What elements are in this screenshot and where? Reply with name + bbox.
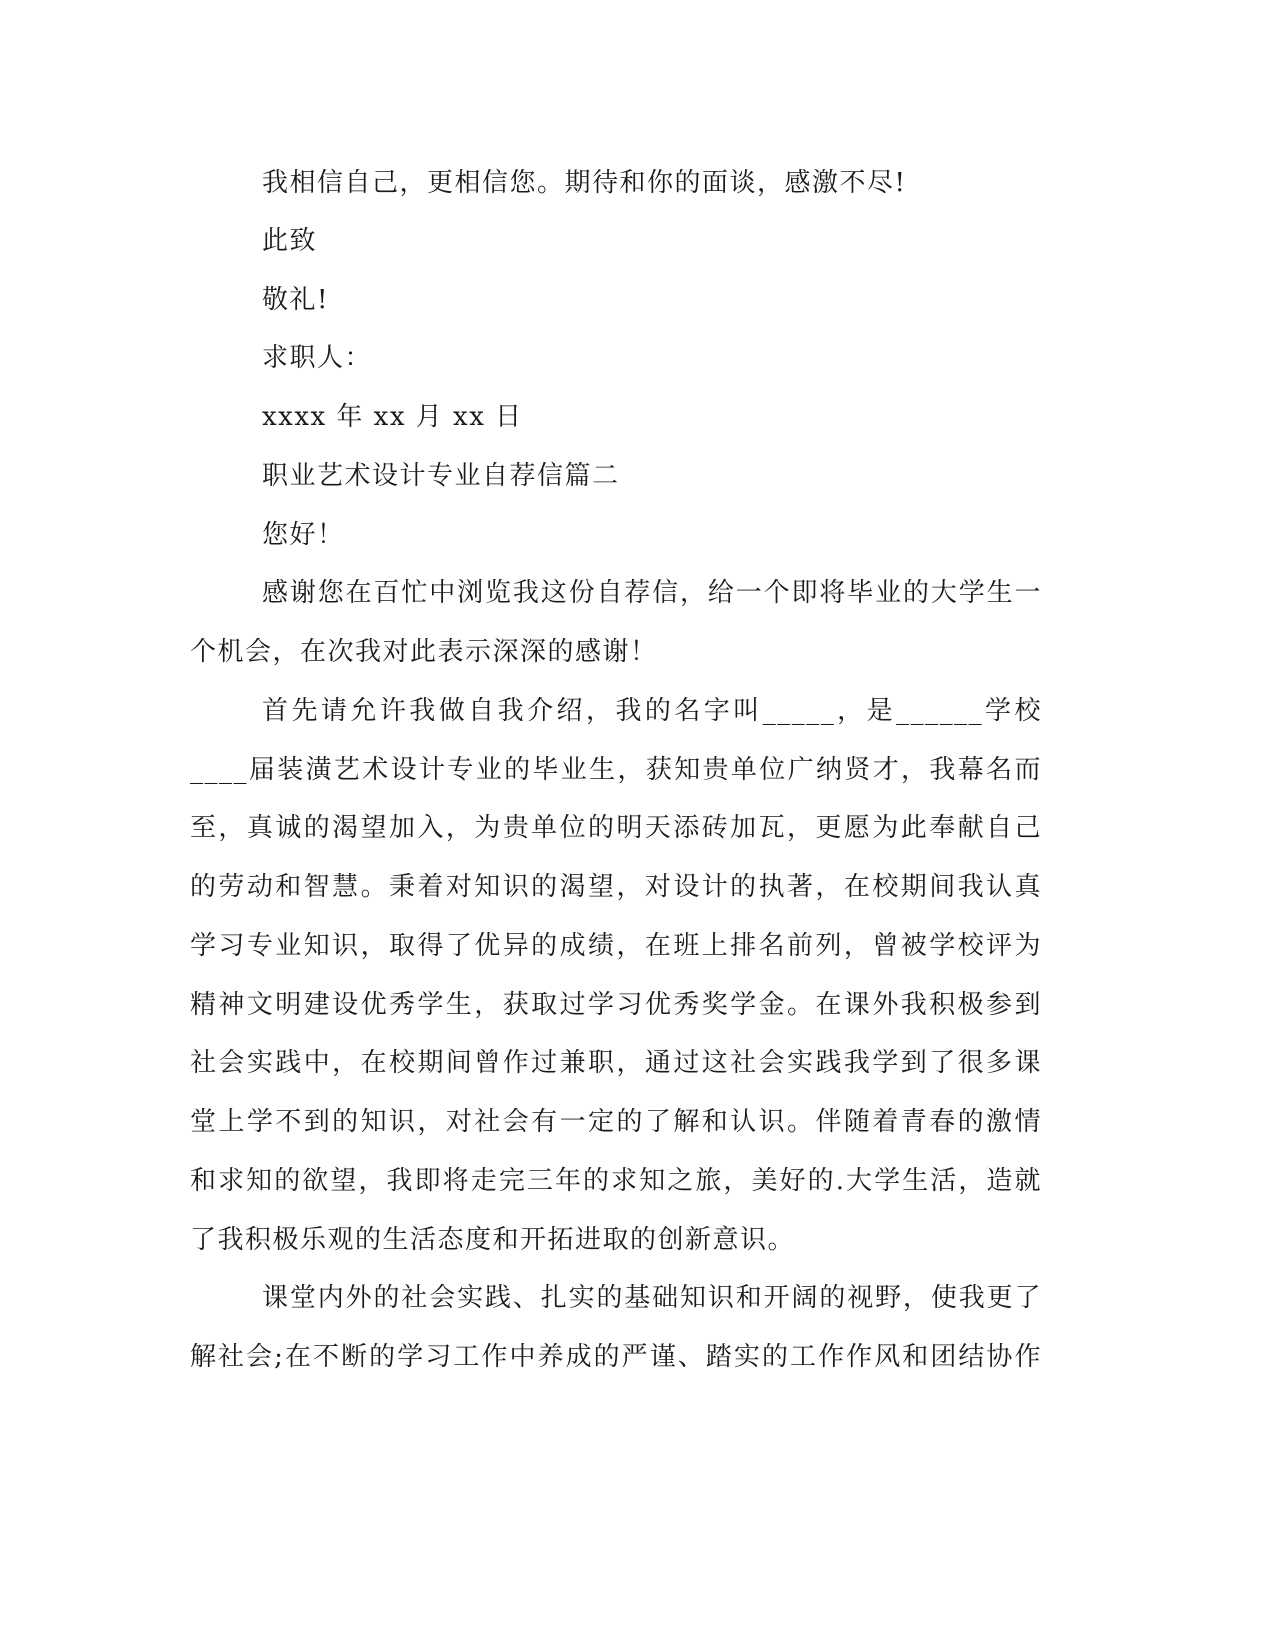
- paragraph-line: 解社会;在不断的学习工作中养成的严谨、踏实的工作作风和团结协作: [190, 1342, 1042, 1372]
- greeting: 您好！: [262, 520, 345, 550]
- paragraph-line: 个机会，在次我对此表示深深的感谢！: [190, 637, 658, 667]
- paragraph-line: 课堂内外的社会实践、扎实的基础知识和开阔的视野，使我更了: [262, 1283, 1042, 1313]
- paragraph-line: 首先请允许我做自我介绍，我的名字叫_____，是______学校: [262, 696, 1042, 726]
- paragraph-line: 精神文明建设优秀学生，获取过学习优秀奖学金。在课外我积极参到: [190, 990, 1042, 1020]
- paragraph-line: 堂上学不到的知识，对社会有一定的了解和认识。伴随着青春的激情: [190, 1107, 1042, 1137]
- date-line: xxxx 年 xx 月 xx 日: [262, 402, 523, 432]
- paragraph-line: 的劳动和智慧。秉着对知识的渴望，对设计的执著，在校期间我认真: [190, 872, 1042, 902]
- paragraph-line: ____届装潢艺术设计专业的毕业生，获知贵单位广纳贤才，我幕名而: [190, 755, 1042, 785]
- section-title: 职业艺术设计专业自荐信篇二: [262, 461, 620, 491]
- paragraph-line: 和求知的欲望，我即将走完三年的求知之旅，美好的.大学生活，造就: [190, 1166, 1042, 1196]
- paragraph-line: 学习专业知识，取得了优异的成绩，在班上排名前列，曾被学校评为: [190, 931, 1042, 961]
- paragraph-line: 感谢您在百忙中浏览我这份自荐信，给一个即将毕业的大学生一: [262, 578, 1042, 608]
- salutation-jingli: 敬礼!: [262, 285, 329, 315]
- salutation-cizhi: 此致: [262, 226, 318, 256]
- paragraph-line: 至，真诚的渴望加入，为贵单位的明天添砖加瓦，更愿为此奉献自己: [190, 813, 1042, 843]
- paragraph-line: 了我积极乐观的生活态度和开拓进取的创新意识。: [190, 1225, 796, 1255]
- paragraph-line: 社会实践中，在校期间曾作过兼职，通过这社会实践我学到了很多课: [190, 1048, 1042, 1078]
- closing-sentence: 我相信自己，更相信您。期待和你的面谈，感激不尽!: [262, 168, 907, 198]
- applicant-label: 求职人：: [262, 343, 373, 373]
